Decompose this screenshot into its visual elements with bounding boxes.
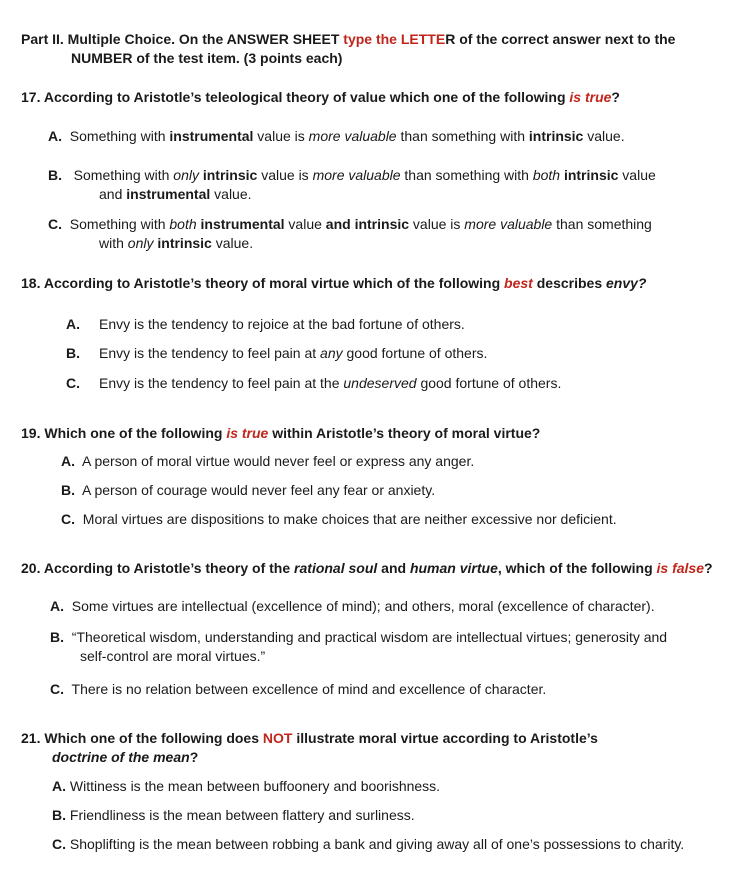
q18-option-a xyxy=(66,315,465,333)
option-text: Some virtues are intellectual (excellence of mind); and others, moral (excellence of character). xyxy=(71,598,655,614)
option-text: value. xyxy=(210,186,252,202)
q21-stem-text: 21. Which one of the following does xyxy=(21,730,263,746)
option-text: instrumental xyxy=(200,216,285,232)
q20-option-b xyxy=(50,628,667,646)
option-text: value is xyxy=(409,216,465,232)
option-text: good fortune of others. xyxy=(342,345,488,361)
q19-option-b xyxy=(61,481,435,499)
option-letter: A. xyxy=(61,453,75,469)
q20-stem-text: , which of the following xyxy=(497,560,657,576)
q20-stem-text: rational soul xyxy=(294,560,378,576)
option-text: Wittiness is the mean between buffoonery and boorishness. xyxy=(69,778,441,794)
question-18-stem xyxy=(21,274,646,292)
q17-stem-text: 17. According to Aristotle’s teleological theory of value which one of the following xyxy=(21,89,570,105)
option-letter: B. xyxy=(61,482,75,498)
header-text: Part II. Multiple Choice. On the ANSWER SHEET xyxy=(21,31,344,47)
option-text: There is no relation between excellence of mind and excellence of character. xyxy=(71,681,547,697)
option-text: and xyxy=(99,186,127,202)
option-text: Something with xyxy=(73,167,174,183)
q17-stem-highlight: is true xyxy=(569,89,612,105)
option-text: with xyxy=(99,235,128,251)
option-text: value is xyxy=(257,167,313,183)
option-text: “Theoretical wisdom, understanding and practical wisdom are intellectual virtues; generosity and xyxy=(71,629,668,645)
q18-option-c xyxy=(66,374,561,392)
option-text: Shoplifting is the mean between robbing a bank and giving away all of one’s possessions to charity. xyxy=(69,836,685,852)
option-text: instrumental xyxy=(126,186,211,202)
q18-option-b xyxy=(66,344,487,362)
option-text: value. xyxy=(583,128,625,144)
q17-option-b xyxy=(48,166,656,184)
q20-stem-text: 20. According to Aristotle’s theory of the xyxy=(21,560,295,576)
q21-option-a xyxy=(52,777,440,795)
option-letter: B. xyxy=(66,345,80,361)
option-text: Friendliness is the mean between flattery and surliness. xyxy=(69,807,415,823)
q18-stem-text: 18. According to Aristotle’s theory of moral virtue which of the following xyxy=(21,275,505,291)
option-text: both xyxy=(532,167,561,183)
q20-stem-highlight: is false xyxy=(656,560,704,576)
option-text: value. xyxy=(211,235,254,251)
option-text: Envy is the tendency to feel pain at the xyxy=(99,375,344,391)
section-header-line2: NUMBER of the test item. (3 points each) xyxy=(71,50,343,66)
option-letter: B. xyxy=(50,629,64,645)
q18-stem-highlight: best xyxy=(504,275,533,291)
question-20-stem xyxy=(21,559,713,577)
question-21-stem xyxy=(21,729,598,747)
option-letter: B. xyxy=(52,807,66,823)
q21-stem-text: ? xyxy=(189,749,199,765)
option-text: than something xyxy=(552,216,652,232)
option-text: A person of courage would never feel any fear or anxiety. xyxy=(82,482,436,498)
option-text: intrinsic xyxy=(157,235,212,251)
option-text: more valuable xyxy=(308,128,397,144)
option-letter: A. xyxy=(50,598,64,614)
option-letter: B. xyxy=(48,167,62,183)
q18-stem-text: envy? xyxy=(606,275,647,291)
option-text: Envy is the tendency to feel pain at xyxy=(99,345,321,361)
section-header xyxy=(21,30,675,48)
question-19-stem xyxy=(21,424,540,442)
q17-option-c-cont xyxy=(99,234,253,252)
option-letter: C. xyxy=(52,836,66,852)
q19-stem-text: within Aristotle’s theory of moral virtue? xyxy=(268,425,541,441)
option-letter: C. xyxy=(66,375,80,391)
header-text-end: R of the correct answer next to the xyxy=(445,31,676,47)
q17-option-b-cont xyxy=(99,185,252,203)
q20-option-b-cont: self-control are moral virtues.” xyxy=(80,648,266,664)
option-text: intrinsic xyxy=(563,167,619,183)
option-text: undeserved xyxy=(343,375,417,391)
option-text: value xyxy=(284,216,326,232)
option-letter: A. xyxy=(48,128,62,144)
q20-stem-text: human virtue xyxy=(409,560,498,576)
q21-stem-text: illustrate moral virtue according to Aristotle’s xyxy=(292,730,598,746)
question-17-stem xyxy=(21,88,620,106)
option-text: more valuable xyxy=(312,167,401,183)
q17-option-c xyxy=(48,215,652,233)
option-text: Envy is the tendency to rejoice at the bad fortune of others. xyxy=(99,316,465,332)
q21-option-b xyxy=(52,806,415,824)
q21-option-c xyxy=(52,835,684,853)
option-text: more valuable xyxy=(464,216,553,232)
option-text: only xyxy=(173,167,199,183)
option-text: and intrinsic xyxy=(325,216,410,232)
q17-stem-end: ? xyxy=(611,89,620,105)
q19-option-a xyxy=(61,452,474,470)
option-text: only xyxy=(127,235,154,251)
option-text: good fortune of others. xyxy=(416,375,562,391)
q20-stem-text: and xyxy=(377,560,410,576)
option-text: than something with xyxy=(396,128,529,144)
option-text: instrumental xyxy=(169,128,254,144)
option-text: value is xyxy=(253,128,309,144)
option-text: Moral virtues are dispositions to make choices that are neither excessive nor deficient. xyxy=(82,511,617,527)
option-letter: C. xyxy=(50,681,64,697)
q19-stem-highlight: is true xyxy=(226,425,269,441)
option-letter: C. xyxy=(61,511,75,527)
q20-option-a xyxy=(50,597,655,615)
option-text: intrinsic xyxy=(528,128,584,144)
q21-stem-text: doctrine of the mean xyxy=(52,749,190,765)
q20-option-c xyxy=(50,680,546,698)
q21-stem-highlight: NOT xyxy=(262,730,293,746)
option-text: than something with xyxy=(400,167,533,183)
option-letter: C. xyxy=(48,216,62,232)
q20-stem-text: ? xyxy=(704,560,713,576)
header-highlight: type the LETTE xyxy=(343,31,446,47)
option-text: Something with xyxy=(69,216,170,232)
option-text: A person of moral virtue would never feel or express any anger. xyxy=(82,453,475,469)
question-21-stem-cont xyxy=(52,748,198,766)
option-text: intrinsic xyxy=(202,167,258,183)
q18-stem-text: describes xyxy=(532,275,606,291)
q19-stem-text: 19. Which one of the following xyxy=(21,425,227,441)
q17-option-a xyxy=(48,127,625,145)
q19-option-c xyxy=(61,510,617,528)
option-text: any xyxy=(320,345,343,361)
option-text: both xyxy=(169,216,197,232)
option-text: Something with xyxy=(69,128,170,144)
option-letter: A. xyxy=(52,778,66,794)
option-text: value xyxy=(618,167,656,183)
option-letter: A. xyxy=(66,316,80,332)
